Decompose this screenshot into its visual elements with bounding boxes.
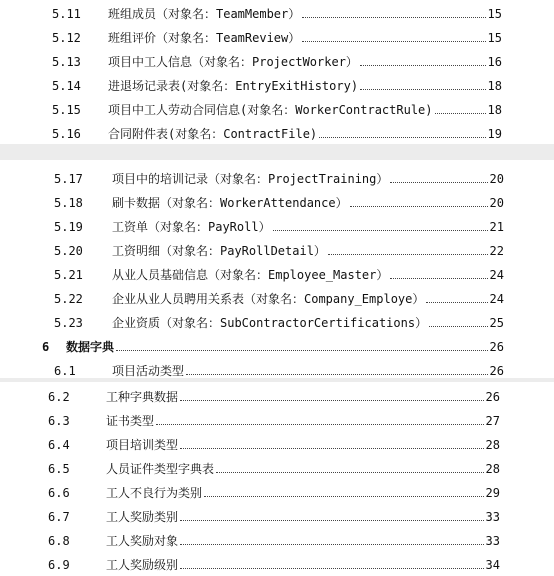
toc-entry-title: 人员证件类型字典表 [106, 462, 215, 476]
toc-leader-dots [204, 496, 484, 497]
toc-entry[interactable] [54, 238, 504, 258]
toc-entry-number: 5.17 [54, 172, 83, 186]
toc-leader-dots [180, 568, 484, 569]
toc-leader-dots [180, 448, 484, 449]
toc-entry[interactable] [48, 432, 500, 452]
toc-leader-dots [429, 326, 487, 327]
toc-leader-dots [216, 472, 484, 473]
toc-entry-page: 29 [485, 486, 500, 500]
toc-entry[interactable] [54, 310, 504, 330]
toc-entry-title: 工种字典数据 [106, 390, 179, 404]
toc-entry-title: 班组成员（对象名：TeamMember） [108, 7, 301, 21]
toc-entry[interactable] [48, 528, 500, 548]
toc-entry-title: 进退场记录表(对象名：EntryExitHistory) [108, 79, 359, 93]
toc-leader-dots [116, 350, 488, 351]
toc-entry-title: 企业从业人员聘用关系表（对象名：Company_Employe） [112, 292, 425, 306]
toc-entry[interactable] [52, 25, 502, 45]
toc-leader-dots [390, 278, 487, 279]
toc-entry-page: 26 [485, 390, 500, 404]
toc-entry-number: 6.7 [48, 510, 70, 524]
toc-entry-number: 6.3 [48, 414, 70, 428]
toc-entry[interactable] [48, 552, 500, 572]
toc-entry-page: 20 [489, 172, 504, 186]
toc-entry[interactable] [54, 358, 504, 378]
toc-leader-dots [180, 520, 484, 521]
toc-entry-page: 26 [489, 364, 504, 378]
toc-entry-title: 工人奖励对象 [106, 534, 179, 548]
toc-entry[interactable] [54, 286, 504, 306]
toc-entry-title: 工资单（对象名：PayRoll） [112, 220, 271, 234]
toc-entry-number: 5.15 [52, 103, 81, 117]
toc-leader-dots [350, 206, 488, 207]
toc-entry-title: 工资明细（对象名：PayRollDetail） [112, 244, 326, 258]
toc-entry-number: 6.9 [48, 558, 70, 572]
toc-entry-page: 18 [487, 103, 502, 117]
toc-entry-page: 28 [485, 462, 500, 476]
toc-entry-number: 5.14 [52, 79, 81, 93]
toc-entry-number: 5.21 [54, 268, 83, 282]
toc-leader-dots [426, 302, 487, 303]
toc-entry[interactable] [48, 504, 500, 524]
toc-leader-dots [360, 89, 486, 90]
toc-entry-page: 18 [487, 79, 502, 93]
toc-entry-page: 15 [487, 31, 502, 45]
toc-entry[interactable] [54, 214, 504, 234]
toc-leader-dots [302, 41, 485, 42]
toc-leader-dots [273, 230, 488, 231]
toc-entry-title: 工人不良行为类别 [106, 486, 203, 500]
toc-entry-page: 22 [489, 244, 504, 258]
toc-leader-dots [319, 137, 485, 138]
toc-entry-page: 33 [485, 510, 500, 524]
toc-leader-dots [302, 17, 485, 18]
toc-entry[interactable] [48, 456, 500, 476]
toc-entry[interactable] [48, 384, 500, 404]
toc-entry-page: 25 [489, 316, 504, 330]
toc-leader-dots [180, 544, 484, 545]
toc-entry-title: 从业人员基础信息（对象名：Employee_Master） [112, 268, 389, 282]
toc-entry-page: 16 [487, 55, 502, 69]
toc-entry-page: 24 [489, 268, 504, 282]
toc-entry-title: 刷卡数据（对象名：WorkerAttendance） [112, 196, 348, 210]
toc-entry-title: 工人奖励级别 [106, 558, 179, 572]
toc-entry-page: 21 [489, 220, 504, 234]
toc-entry-page: 24 [489, 292, 504, 306]
toc-entry-page: 20 [489, 196, 504, 210]
toc-entry-page: 19 [487, 127, 502, 141]
toc-entry-page: 26 [489, 340, 504, 354]
toc-entry-number: 5.22 [54, 292, 83, 306]
toc-entry[interactable] [48, 480, 500, 500]
toc-entry-number: 5.16 [52, 127, 81, 141]
toc-entry-title: 工人奖励类别 [106, 510, 179, 524]
toc-entry[interactable] [54, 190, 504, 210]
toc-entry-title: 企业资质（对象名：SubContractorCertifications） [112, 316, 428, 330]
toc-leader-dots [435, 113, 486, 114]
toc-entry-title: 项目中工人信息（对象名：ProjectWorker） [108, 55, 358, 69]
toc-fragment-1 [40, 0, 508, 144]
toc-entry-title: 合同附件表(对象名：ContractFile) [108, 127, 318, 141]
toc-entry-number: 6.4 [48, 438, 70, 452]
toc-entry-title: 项目中工人劳动合同信息(对象名：WorkerContractRule) [108, 103, 433, 117]
toc-entry[interactable] [48, 408, 500, 428]
toc-fragment-2 [38, 160, 512, 378]
toc-entry[interactable] [52, 97, 502, 117]
toc-leader-dots [360, 65, 486, 66]
toc-entry-number: 6.6 [48, 486, 70, 500]
toc-entry-number: 6.1 [54, 364, 76, 378]
toc-entry[interactable] [54, 166, 504, 186]
toc-entry-page: 15 [487, 7, 502, 21]
toc-entry-number: 5.12 [52, 31, 81, 45]
toc-entry-number: 6.2 [48, 390, 70, 404]
toc-entry-title: 数据字典 [66, 340, 115, 354]
toc-entry-page: 27 [485, 414, 500, 428]
toc-chapter-entry[interactable] [42, 334, 504, 354]
toc-entry[interactable] [52, 73, 502, 93]
toc-entry-number: 5.18 [54, 196, 83, 210]
toc-entry[interactable] [52, 1, 502, 21]
toc-leader-dots [180, 400, 484, 401]
toc-entry-number: 6.8 [48, 534, 70, 548]
toc-entry-title: 项目培训类型 [106, 438, 179, 452]
toc-entry-title: 项目中的培训记录（对象名：ProjectTraining） [112, 172, 389, 186]
toc-leader-dots [156, 424, 484, 425]
toc-entry-page: 34 [485, 558, 500, 572]
toc-entry[interactable] [52, 49, 502, 69]
toc-entry-title: 证书类型 [106, 414, 155, 428]
toc-entry-page: 28 [485, 438, 500, 452]
toc-entry-title: 项目活动类型 [112, 364, 185, 378]
toc-leader-dots [186, 374, 488, 375]
toc-entry-number: 6 [42, 340, 50, 354]
toc-leader-dots [390, 182, 487, 183]
toc-entry-number: 6.5 [48, 462, 70, 476]
toc-entry-number: 5.11 [52, 7, 81, 21]
toc-leader-dots [328, 254, 488, 255]
toc-fragment-3 [40, 382, 508, 576]
toc-entry-number: 5.13 [52, 55, 81, 69]
fragment-gap-1 [0, 144, 554, 160]
toc-entry[interactable] [52, 121, 502, 141]
toc-entry-title: 班组评价（对象名：TeamReview） [108, 31, 301, 45]
toc-entry[interactable] [54, 262, 504, 282]
toc-entry-page: 33 [485, 534, 500, 548]
toc-entry-number: 5.19 [54, 220, 83, 234]
toc-entry-number: 5.20 [54, 244, 83, 258]
toc-entry-number: 5.23 [54, 316, 83, 330]
